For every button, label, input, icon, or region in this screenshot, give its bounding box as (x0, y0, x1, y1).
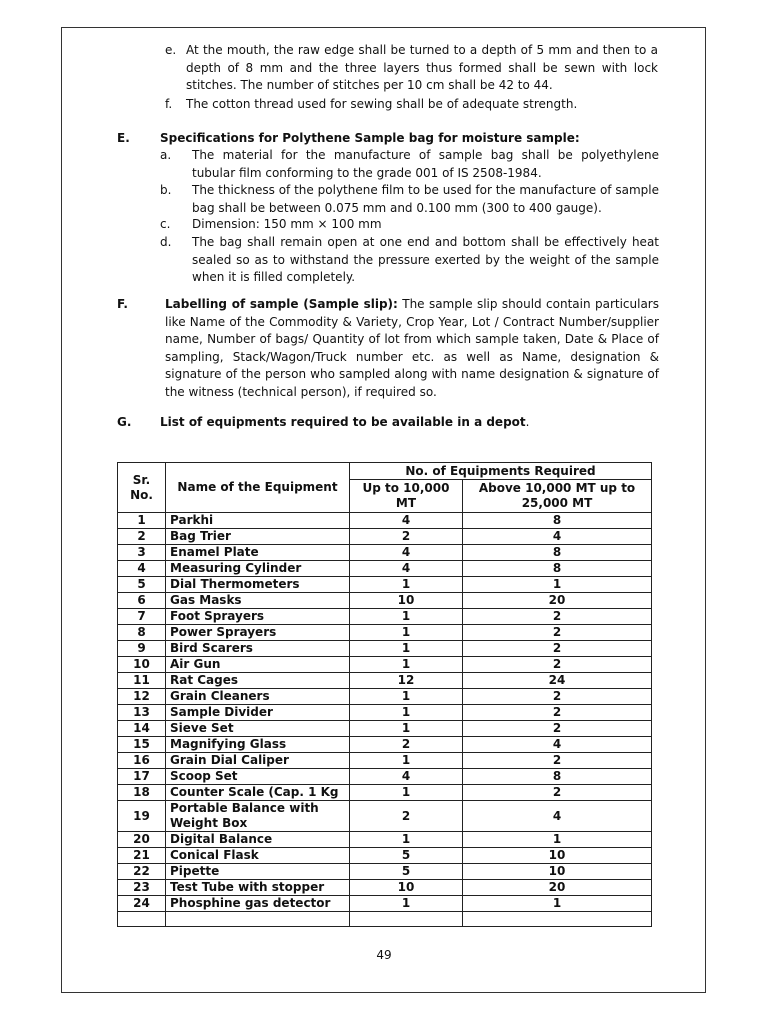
page-number: 49 (376, 948, 392, 962)
row-sr: 4 (118, 561, 166, 577)
row-equipment-name: Magnifying Glass (166, 737, 350, 753)
table-row (118, 561, 652, 577)
row-sr: 22 (118, 864, 166, 880)
item-a-text: The material for the manufacture of sample bag shall be polyethylene tubular film conforming to the grade 001 of IS 2508-1984. (192, 148, 659, 180)
row-count-above-10000: 2 (463, 721, 652, 737)
row-count-above-10000: 20 (463, 880, 652, 896)
row-count-up-to-10000: 10 (350, 880, 463, 896)
row-count-up-to-10000: 1 (350, 721, 463, 737)
row-equipment-name: Pipette (166, 864, 350, 880)
row-count-up-to-10000: 1 (350, 625, 463, 641)
row-count-up-to-10000: 1 (350, 609, 463, 625)
table-header-row (118, 463, 652, 480)
row-count-up-to-10000: 1 (350, 641, 463, 657)
item-e-label: e. (165, 43, 177, 57)
row-equipment-name: Counter Scale (Cap. 1 Kg (166, 785, 350, 801)
section-f-text: The sample slip should contain particulars like Name of the Commodity & Variety, Crop Year, Lot / Contract Number/supplier name, Number of bags/ Quantity of lot from which sample taken, Date & Place of sampling, Stack/Wagon/Truck number etc. as well as Name, designation & signature of the person who sampled along with name designation & signature of the witness (technical person), if required so. (165, 297, 659, 399)
header-sr: Sr. No. (118, 463, 166, 513)
row-count-up-to-10000: 2 (350, 737, 463, 753)
row-count-above-10000: 2 (463, 753, 652, 769)
row-sr: 10 (118, 657, 166, 673)
row-sr: 13 (118, 705, 166, 721)
row-count-above-10000: 2 (463, 657, 652, 673)
row-count-up-to-10000: 4 (350, 769, 463, 785)
row-equipment-name: Parkhi (166, 513, 350, 529)
row-sr: 9 (118, 641, 166, 657)
row-count-up-to-10000: 12 (350, 673, 463, 689)
table-row (118, 880, 652, 896)
row-equipment-name: Grain Cleaners (166, 689, 350, 705)
table-row (118, 577, 652, 593)
row-equipment-name: Foot Sprayers (166, 609, 350, 625)
row-sr: 11 (118, 673, 166, 689)
row-count-up-to-10000: 1 (350, 705, 463, 721)
table-row (118, 912, 652, 927)
section-g-heading-line (160, 414, 660, 432)
row-count-up-to-10000: 1 (350, 785, 463, 801)
row-count-above-10000: 1 (463, 832, 652, 848)
table-row (118, 593, 652, 609)
row-sr: 21 (118, 848, 166, 864)
row-equipment-name: Rat Cages (166, 673, 350, 689)
row-equipment-name: Scoop Set (166, 769, 350, 785)
row-count-above-10000: 1 (463, 577, 652, 593)
row-count-up-to-10000 (350, 912, 463, 927)
row-equipment-name (166, 912, 350, 927)
row-count-up-to-10000: 1 (350, 896, 463, 912)
row-count-up-to-10000: 2 (350, 529, 463, 545)
row-count-above-10000: 8 (463, 513, 652, 529)
row-count-up-to-10000: 10 (350, 593, 463, 609)
row-sr: 8 (118, 625, 166, 641)
row-equipment-name: Power Sprayers (166, 625, 350, 641)
row-equipment-name: Bag Trier (166, 529, 350, 545)
section-e-label: E. (117, 131, 130, 145)
row-count-above-10000: 2 (463, 609, 652, 625)
row-count-above-10000: 2 (463, 705, 652, 721)
row-count-up-to-10000: 1 (350, 753, 463, 769)
row-count-up-to-10000: 1 (350, 577, 463, 593)
item-f-text: The cotton thread used for sewing shall be of adequate strength. (186, 97, 578, 111)
table-row (118, 673, 652, 689)
item-b-label: b. (160, 183, 172, 197)
row-equipment-name: Air Gun (166, 657, 350, 673)
row-count-above-10000: 2 (463, 689, 652, 705)
header-equipment-name: Name of the Equipment (166, 463, 350, 513)
row-equipment-name: Sieve Set (166, 721, 350, 737)
row-equipment-name: Sample Divider (166, 705, 350, 721)
row-sr: 14 (118, 721, 166, 737)
row-count-above-10000: 2 (463, 785, 652, 801)
row-count-above-10000: 24 (463, 673, 652, 689)
section-g-label: G. (117, 415, 132, 429)
table-row (118, 545, 652, 561)
row-count-up-to-10000: 1 (350, 832, 463, 848)
row-count-up-to-10000: 4 (350, 513, 463, 529)
row-count-above-10000: 20 (463, 593, 652, 609)
table-row (118, 529, 652, 545)
row-count-above-10000: 8 (463, 561, 652, 577)
section-f-heading: Labelling of sample (Sample slip): (165, 297, 398, 311)
row-sr: 15 (118, 737, 166, 753)
row-count-above-10000: 2 (463, 625, 652, 641)
row-sr: 18 (118, 785, 166, 801)
table-row (118, 689, 652, 705)
row-equipment-name: Digital Balance (166, 832, 350, 848)
item-f-label: f. (165, 97, 173, 111)
row-count-up-to-10000: 1 (350, 657, 463, 673)
table-row (118, 737, 652, 753)
section-f-paragraph (165, 296, 659, 401)
row-equipment-name: Grain Dial Caliper (166, 753, 350, 769)
table-row (118, 753, 652, 769)
row-sr: 12 (118, 689, 166, 705)
row-count-above-10000: 10 (463, 848, 652, 864)
table-row (118, 609, 652, 625)
row-sr: 3 (118, 545, 166, 561)
row-equipment-name: Portable Balance with Weight Box (166, 801, 350, 832)
item-c-text: Dimension: 150 mm × 100 mm (192, 217, 382, 231)
row-equipment-name: Bird Scarers (166, 641, 350, 657)
row-count-above-10000: 4 (463, 801, 652, 832)
header-up-to-10000: Up to 10,000 MT (350, 480, 463, 513)
row-count-above-10000: 1 (463, 896, 652, 912)
table-row (118, 848, 652, 864)
row-sr (118, 912, 166, 927)
row-count-above-10000 (463, 912, 652, 927)
row-sr: 24 (118, 896, 166, 912)
table-row (118, 705, 652, 721)
equipment-table (117, 462, 652, 927)
table-row (118, 896, 652, 912)
table-row (118, 785, 652, 801)
header-above-10000: Above 10,000 MT up to 25,000 MT (463, 480, 652, 513)
row-sr: 20 (118, 832, 166, 848)
row-count-above-10000: 4 (463, 529, 652, 545)
table-body (118, 513, 652, 927)
row-count-above-10000: 10 (463, 864, 652, 880)
row-count-up-to-10000: 4 (350, 545, 463, 561)
item-d-label: d. (160, 235, 172, 249)
row-count-up-to-10000: 1 (350, 689, 463, 705)
row-count-above-10000: 8 (463, 545, 652, 561)
table-row (118, 864, 652, 880)
table-row (118, 625, 652, 641)
table-row (118, 513, 652, 529)
row-equipment-name: Measuring Cylinder (166, 561, 350, 577)
section-g-period: . (525, 415, 530, 429)
table-row (118, 769, 652, 785)
table-row (118, 657, 652, 673)
row-equipment-name: Gas Masks (166, 593, 350, 609)
item-e-text: At the mouth, the raw edge shall be turned to a depth of 5 mm and then to a depth of 8 mm and the three layers thus formed shall be sewn with lock stitches. The number of stitches per 10 cm shall be 42 to 44. (186, 43, 658, 92)
row-equipment-name: Dial Thermometers (166, 577, 350, 593)
row-sr: 19 (118, 801, 166, 832)
row-sr: 6 (118, 593, 166, 609)
row-equipment-name: Conical Flask (166, 848, 350, 864)
table-row (118, 801, 652, 832)
item-b-text: The thickness of the polythene film to be used for the manufacture of sample bag shall be between 0.075 mm and 0.100 mm (300 to 400 gauge). (192, 183, 659, 215)
row-count-up-to-10000: 2 (350, 801, 463, 832)
header-required-group: No. of Equipments Required (350, 463, 652, 480)
row-sr: 23 (118, 880, 166, 896)
item-d-text: The bag shall remain open at one end and bottom shall be effectively heat sealed so as to withstand the pressure exerted by the weight of the sample when it is filled completely. (192, 235, 659, 284)
table-row (118, 832, 652, 848)
row-equipment-name: Enamel Plate (166, 545, 350, 561)
section-g-heading: List of equipments required to be available in a depot (160, 415, 526, 429)
row-sr: 17 (118, 769, 166, 785)
row-sr: 16 (118, 753, 166, 769)
row-sr: 7 (118, 609, 166, 625)
item-c-label: c. (160, 217, 171, 231)
row-count-above-10000: 8 (463, 769, 652, 785)
row-count-above-10000: 4 (463, 737, 652, 753)
section-e-heading: Specifications for Polythene Sample bag for moisture sample: (160, 131, 580, 145)
section-f-label: F. (117, 297, 128, 311)
row-count-up-to-10000: 4 (350, 561, 463, 577)
row-sr: 5 (118, 577, 166, 593)
table-row (118, 721, 652, 737)
row-count-up-to-10000: 5 (350, 848, 463, 864)
item-a-label: a. (160, 148, 172, 162)
row-equipment-name: Phosphine gas detector (166, 896, 350, 912)
table-row (118, 641, 652, 657)
row-count-above-10000: 2 (463, 641, 652, 657)
row-sr: 2 (118, 529, 166, 545)
row-sr: 1 (118, 513, 166, 529)
row-count-up-to-10000: 5 (350, 864, 463, 880)
row-equipment-name: Test Tube with stopper (166, 880, 350, 896)
